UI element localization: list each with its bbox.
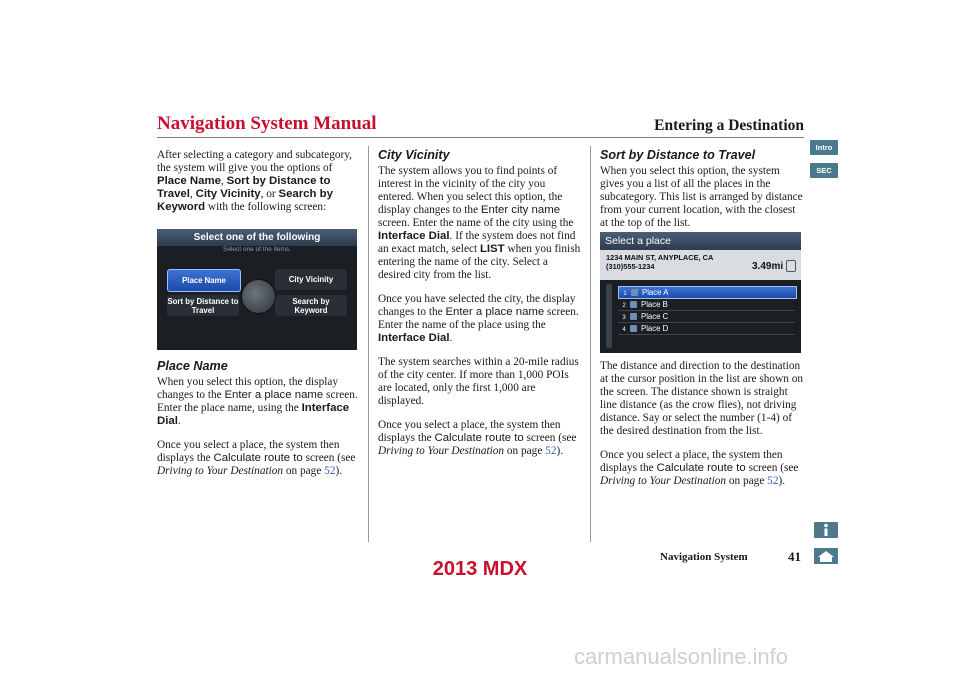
list-item: 4 Place D [618,323,795,335]
sort-by-distance-option: Sort by Distance to Travel [167,296,239,315]
sort-route-paragraph: Once you select a place, the system then displays the Calculate route to screen (see Driving to Your Destination on page 52). [600,449,799,487]
select-screen-image [157,229,357,350]
column-3 [600,149,803,241]
place-address: 1234 MAIN ST, ANYPLACE, CA [606,253,714,262]
column-divider-2 [590,146,591,542]
model-name: 2013 MDX [432,558,528,580]
page-link[interactable]: 52 [545,445,557,457]
sort-distance-heading: Sort by Distance to Travel [600,148,756,162]
page-number: 41 [788,549,801,564]
place-address-panel [600,250,801,280]
city-vicinity-heading: City Vicinity [378,148,450,162]
city-vicinity-paragraph: The system allows you to find points of interest in the vicinity of the city you entered. When you select this option, the display changes to the Enter city name screen. Enter the name of the city using the Interface Dial. If the system does not find an exact match, select LIST when you finish entering the name of the city. Select a desired city from the list. [378,165,581,281]
screen-title: Select one of the following [157,229,357,246]
header-rule [157,137,804,138]
page-link[interactable]: 52 [324,465,336,477]
page-link[interactable]: 52 [767,475,779,487]
place-distance: 3.49mi [752,261,784,272]
column-3-lower [600,360,803,499]
city-route-paragraph: Once you select a place, the system then displays the Calculate route to screen (see Driving to Your Destination on page 52). [378,419,577,457]
city-selected-paragraph: Once you have selected the city, the display changes to the Enter a place name screen. Enter the name of the place using the Interface Dial. [378,293,579,344]
place-name-paragraph: When you select this option, the display changes to the Enter a place name screen. Enter the place name, using the Interface Dial. [157,376,358,427]
search-by-keyword-option: Search by Keyword [275,295,347,316]
manual-title: Navigation System Manual [157,113,377,134]
place-name-route-paragraph: Once you select a place, the system then displays the Calculate route to screen (see Driving to Your Destination on page 52). [157,439,356,477]
city-vicinity-option: City Vicinity [275,269,347,290]
list-item: 1 Place A [618,286,797,299]
intro-tab[interactable]: Intro [810,140,838,155]
watermark: carmanualsonline.info [574,644,789,669]
screen-subtitle: Select one of the items. [223,246,291,253]
sec-tab[interactable]: SEC [810,163,838,178]
list-item: 2 Place B [618,299,795,311]
column-2 [378,149,581,469]
column-1-lower [157,360,360,489]
section-title: Entering a Destination [654,117,804,134]
direction-arrow-icon [786,260,796,272]
place-name-heading: Place Name [157,359,228,373]
interface-dial-knob [241,279,276,314]
screen-title: Select a place [600,232,801,250]
column-divider-1 [368,146,369,542]
sort-distance-paragraph: When you select this option, the system gives you a list of all the places in the subcategory. This list is arranged by distance from your current location, with the closest at the top of the list. [600,165,803,229]
list-scrollbar [606,284,612,348]
place-name-option: Place Name [167,269,241,292]
list-item: 3 Place C [618,311,795,323]
search-radius-paragraph: The system searches within a 20-mile radius of the city center. If more than 1,000 POIs are located, only the first 1,000 are displayed. [378,356,579,407]
column-1 [157,149,360,225]
distance-direction-paragraph: The distance and direction to the destination at the cursor position in the list are shown on the screen. The distance shown is straight line distance (as the crow flies), not driving distance. Say or select the number (1-4) of the desired destination from the list. [600,360,803,437]
footer-label: Navigation System [660,551,748,563]
index-icon[interactable] [814,522,838,538]
select-place-screen-image [600,232,801,353]
place-phone: (310)555-1234 [606,262,655,271]
intro-paragraph: After selecting a category and subcategory, the system will give you the options of Place Name, Sort by Distance to Travel, City Vicinity, or Search by Keyword with the following screen: [157,149,352,213]
